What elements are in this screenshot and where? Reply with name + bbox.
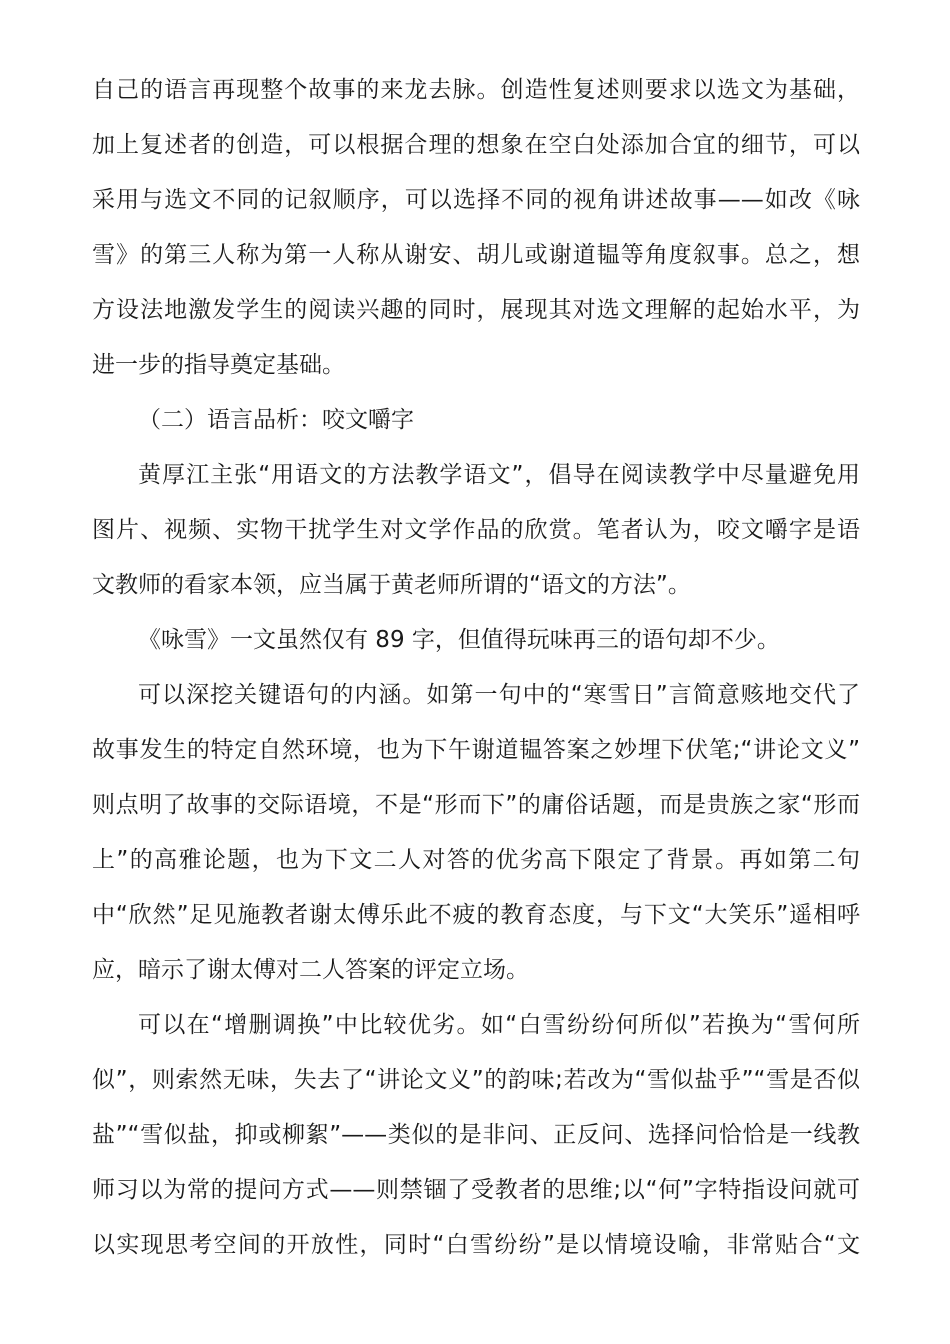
- text-line: 黄厚江主张“用语文的方法教学语文”，倡导在阅读教学中尽量避免用: [138, 462, 860, 488]
- text-line: 图片、视频、实物干扰学生对文学作品的欣赏。笔者认为，咬文嚼字是语: [92, 517, 860, 543]
- text-line: 加上复述者的创造，可以根据合理的想象在空白处添加合宜的细节，可以: [92, 132, 860, 158]
- text-line: 进一步的指导奠定基础。: [92, 352, 345, 378]
- text-line: 中“欣然”足见施教者谢太傅乐此不疲的教育态度，与下文“大笑乐”遥相呼: [92, 902, 860, 928]
- text-line: 故事发生的特定自然环境，也为下午谢道韫答案之妙埋下伏笔;“讲论文义”: [92, 737, 860, 763]
- text-line: 则点明了故事的交际语境，不是“形而下”的庸俗话题，而是贵族之家“形而: [92, 792, 860, 818]
- text-line: 上”的高雅论题，也为下文二人对答的优劣高下限定了背景。再如第二句: [92, 847, 860, 873]
- text-line: 可以深挖关键语句的内涵。如第一句中的“寒雪日”言简意赅地交代了: [138, 682, 860, 708]
- text-line: 方设法地激发学生的阅读兴趣的同时，展现其对选文理解的起始水平，为: [92, 297, 860, 323]
- text-line: 以实现思考空间的开放性，同时“白雪纷纷”是以情境设喻，非常贴合“文: [92, 1232, 860, 1258]
- text-line: 盐”“雪似盐，抑或柳絮”——类似的是非问、正反问、选择问恰恰是一线教: [92, 1122, 860, 1148]
- text-line: 雪》的第三人称为第一人称从谢安、胡儿或谢道韫等角度叙事。总之，想: [92, 242, 860, 268]
- text-line: 师习以为常的提问方式——则禁锢了受教者的思维;以“何”字特指设问就可: [92, 1177, 860, 1203]
- text-line: 采用与选文不同的记叙顺序，可以选择不同的视角讲述故事——如改《咏: [92, 187, 860, 213]
- text-line: 自己的语言再现整个故事的来龙去脉。创造性复述则要求以选文为基础，: [92, 77, 860, 103]
- section-heading: （二）语言品析：咬文嚼字: [138, 407, 414, 433]
- text-line: 可以在“增删调换”中比较优劣。如“白雪纷纷何所似”若换为“雪何所: [138, 1012, 860, 1038]
- text-line: 《咏雪》一文虽然仅有 89 字，但值得玩味再三的语句却不少。: [138, 627, 780, 653]
- text-line: 应，暗示了谢太傅对二人答案的评定立场。: [92, 957, 529, 983]
- text-line: 似”，则索然无味，失去了“讲论文义”的韵味;若改为“雪似盐乎”“雪是否似: [92, 1067, 860, 1093]
- text-line: 文教师的看家本领，应当属于黄老师所谓的“语文的方法”。: [92, 572, 691, 598]
